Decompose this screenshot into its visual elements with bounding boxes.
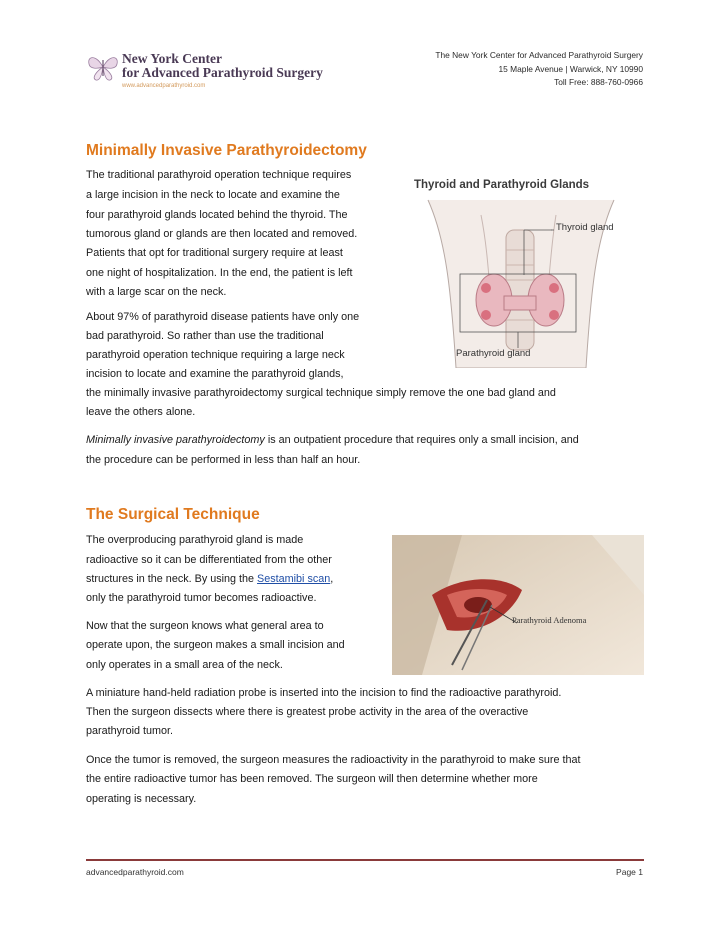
body-text-line: incision to locate and examine the parathyroid glands, (86, 368, 344, 380)
body-text-line: A miniature hand-held radiation probe is inserted into the incision to find the radioactive parathyroid. (86, 687, 562, 699)
body-text-line: with a large scar on the neck. (86, 286, 227, 298)
body-text-line (86, 570, 333, 590)
logo[interactable] (86, 48, 323, 98)
body-text-span: structures in the neck. By using the (86, 573, 258, 585)
footer-site: advancedparathyroid.com (86, 867, 184, 877)
body-text-line: operate upon, the surgeon makes a small incision and (86, 639, 345, 651)
butterfly-logo-icon (86, 50, 120, 84)
header-org-name: The New York Center for Advanced Parathyroid Surgery (435, 50, 643, 60)
logo-name-line1: New York Center (122, 51, 222, 66)
surgery-photo (392, 535, 644, 675)
body-text-line: the minimally invasive parathyroidectomy surgical technique simply remove the one bad gland and (86, 387, 556, 399)
footer-page-number: Page 1 (616, 867, 643, 877)
body-text-span: is an outpatient procedure that requires only a small incision, and (264, 434, 579, 446)
body-text-line: parathyroid tumor. (86, 725, 174, 737)
label-thyroid-gland: Thyroid gland (556, 222, 614, 233)
body-text-line: radioactive so it can be differentiated from the other (86, 554, 332, 566)
body-text-line (86, 431, 579, 451)
body-text-line: Now that the surgeon knows what general area to (86, 620, 324, 632)
sestamibi-scan-link[interactable]: Sestamibi scan (257, 573, 331, 585)
body-text-line: Once the tumor is removed, the surgeon measures the radioactivity in the parathyroid to make sure that (86, 754, 581, 766)
body-text-line: The traditional parathyroid operation technique requires (86, 169, 352, 181)
section-title-surgical-technique: The Surgical Technique (86, 506, 260, 523)
logo-url: www.advancedparathyroid.com (122, 83, 206, 89)
body-text-line: bad parathyroid. So rather than use the traditional (86, 330, 324, 342)
body-text-line: the entire radioactive tumor has been removed. The surgeon will then determine whether more (86, 773, 538, 785)
label-parathyroid-gland: Parathyroid gland (456, 348, 531, 359)
body-text-line: tumorous gland or glands are then located and removed. (86, 228, 358, 240)
body-text-line: Then the surgeon dissects where there is greatest probe activity in the area of the overactive (86, 706, 529, 718)
body-text-line: parathyroid operation technique requiring a large neck (86, 349, 345, 361)
footer-divider (86, 859, 644, 861)
italic-term: Minimally invasive parathyroidectomy (86, 434, 265, 446)
body-text-line: the procedure can be performed in less than half an hour. (86, 454, 361, 466)
body-text-line: operating is necessary. (86, 793, 197, 805)
header-address: 15 Maple Avenue | Warwick, NY 10990 (498, 63, 643, 74)
body-text-line: only the parathyroid tumor becomes radioactive. (86, 592, 317, 604)
body-text-line: leave the others alone. (86, 406, 196, 418)
body-text-line: only operates in a small area of the neck. (86, 659, 283, 671)
body-text-line: four parathyroid glands located behind the thyroid. The (86, 209, 348, 221)
header-contact (435, 49, 643, 90)
section-title-minimally-invasive: Minimally Invasive Parathyroidectomy (86, 142, 367, 159)
header-phone: Toll Free: 888-760-0966 (554, 77, 643, 87)
thyroid-diagram-figure (406, 170, 632, 368)
body-text-line: a large incision in the neck to locate and examine the (86, 189, 340, 201)
body-text-line: Patients that opt for traditional surgery require at least (86, 247, 343, 259)
body-text-line: About 97% of parathyroid disease patients have only one (86, 311, 360, 323)
body-text-line: one night of hospitalization. In the end, the patient is left (86, 267, 353, 279)
logo-name-line2: for Advanced Parathyroid Surgery (122, 65, 323, 80)
label-parathyroid-adenoma: Parathyroid Adenoma (512, 615, 587, 625)
figure-title: Thyroid and Parathyroid Glands (414, 179, 590, 191)
surgery-photo-illustration (392, 535, 644, 675)
neck-illustration (406, 170, 632, 368)
body-text-line: The overproducing parathyroid gland is made (86, 534, 304, 546)
body-text-span: , (330, 573, 334, 585)
